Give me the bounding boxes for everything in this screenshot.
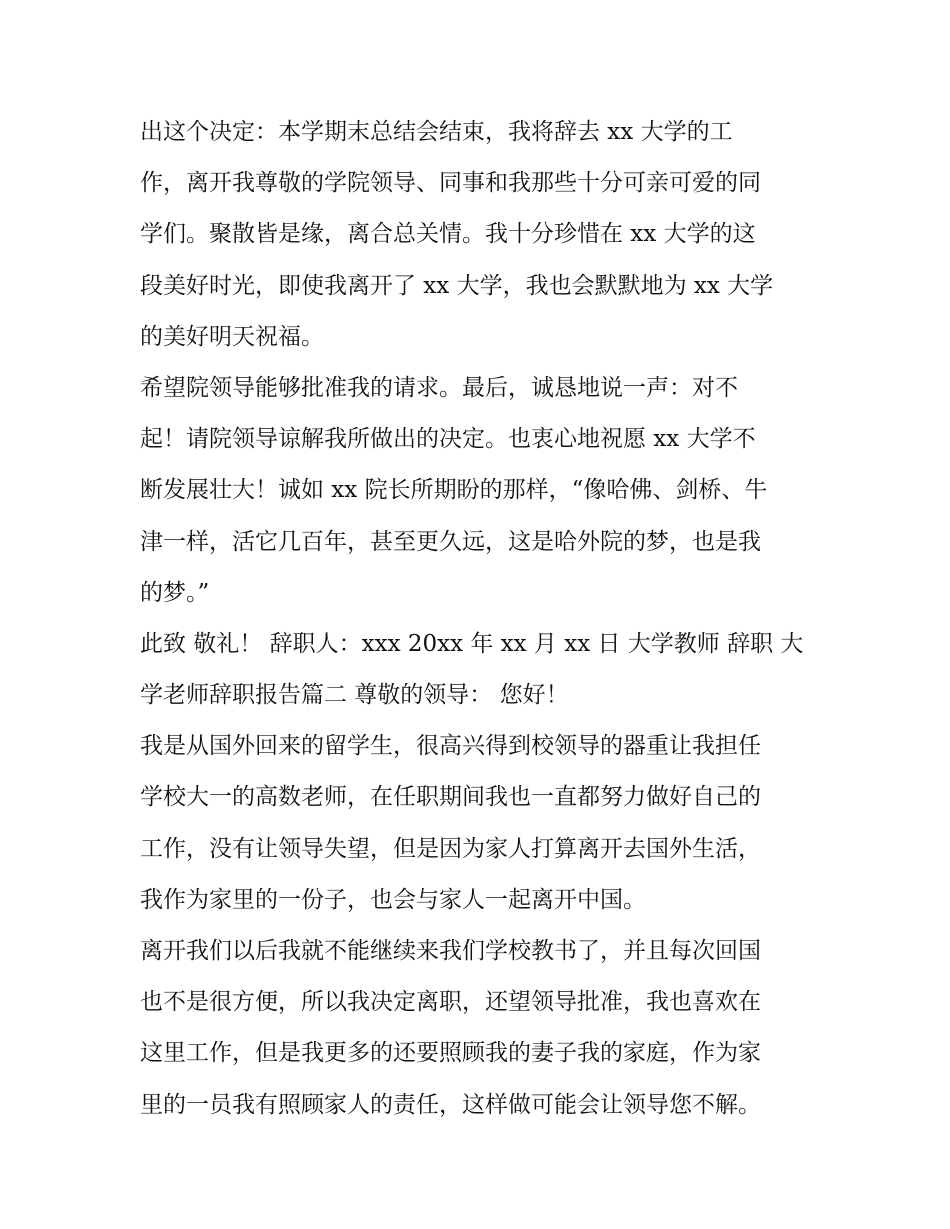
text-line: 这里工作，但是我更多的还要照顾我的妻子我的家庭，作为家 — [140, 1040, 761, 1067]
text-line: 学们。聚散皆是缘，离合总关情。我十分珍惜在 xx 大学的这 — [140, 221, 756, 248]
text-line: 我是从国外回来的留学生，很高兴得到校领导的器重让我担任 — [140, 733, 761, 760]
text-line: 起！请院领导谅解我所做出的决定。也衷心地祝愿 xx 大学不 — [140, 426, 756, 453]
paragraph-reason — [140, 926, 820, 1131]
text-line: 的美好明天祝福。 — [140, 323, 324, 350]
text-line: 作，离开我尊敬的学院领导、同事和我那些十分可亲可爱的同 — [140, 170, 761, 197]
paragraph-request — [140, 363, 820, 619]
text-line: 学校大一的高数老师，在任职期间我也一直都努力做好自己的 — [140, 784, 761, 811]
document-body — [140, 107, 820, 1131]
text-line: 此致 敬礼！ 辞职人：xxx 20xx 年 xx 月 xx 日 大学教师 辞职 大 — [140, 630, 804, 657]
text-line: 我作为家里的一份子，也会与家人一起离开中国。 — [140, 886, 646, 913]
text-line: 工作，没有让领导失望，但是因为家人打算离开去国外生活， — [140, 835, 761, 862]
paragraph-introduction — [140, 721, 820, 926]
paragraph-decision — [140, 107, 820, 363]
text-line: 希望院领导能够批准我的请求。最后，诚恳地说一声：对不 — [140, 374, 738, 401]
text-line: 离开我们以后我就不能继续来我们学校教书了，并且每次回国 — [140, 938, 761, 964]
text-line: 出这个决定：本学期末总结会结束，我将辞去 xx 大学的工 — [140, 119, 733, 145]
text-line: 津一样，活它几百年，甚至更久远，这是哈外院的梦，也是我 — [140, 528, 761, 555]
text-line: 的梦。” — [140, 579, 210, 606]
text-line: 里的一员我有照顾家人的责任，这样做可能会让领导您不解。 — [140, 1091, 761, 1118]
text-line: 也不是很方便，所以我决定离职，还望领导批准，我也喜欢在 — [140, 989, 761, 1016]
text-line: 学老师辞职报告篇二 尊敬的领导： 您好！ — [140, 682, 569, 709]
text-line: 段美好时光，即使我离开了 xx 大学，我也会默默地为 xx 大学 — [140, 272, 774, 299]
text-line: 断发展壮大！诚如 xx 院长所期盼的那样，“像哈佛、剑桥、牛 — [140, 477, 768, 504]
paragraph-closing — [140, 619, 820, 721]
